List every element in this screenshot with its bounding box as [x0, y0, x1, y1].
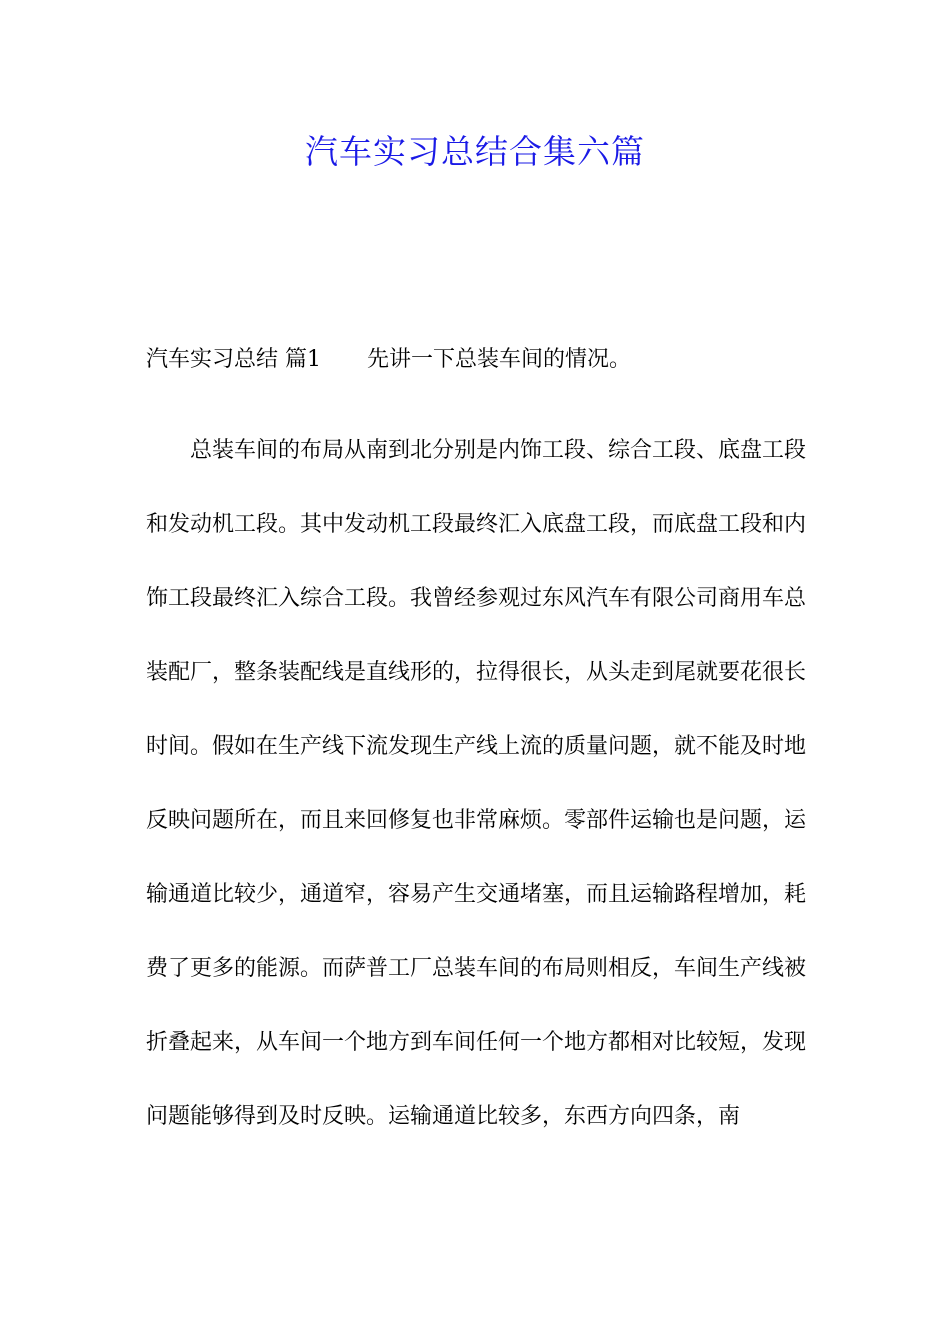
section-heading: 汽车实习总结 篇1: [146, 347, 321, 372]
document-title: 汽车实习总结合集六篇: [305, 132, 645, 171]
section-first-line: [146, 340, 806, 380]
body-paragraph: 总装车间的布局从南到北分别是内饰工段、综合工段、底盘工段和发动机工段。其中发动机工段最终汇入底盘工段，而底盘工段和内饰工段最终汇入综合工段。我曾经参观过东风汽车有限公司商用车总装配厂，整条装配线是直线形的，拉得很长，从头走到尾就要花很长时间。假如在生产线下流发现生产线上流的质量问题，就不能及时地反映问题所在，而且来回修复也非常麻烦。零部件运输也是问题，运输通道比较少，通道窄，容易产生交通堵塞，而且运输路程增加，耗费了更多的能源。而萨普工厂总装车间的布局则相反，车间生产线被折叠起来，从车间一个地方到车间任何一个地方都相对比较短，发现问题能够得到及时反映。运输通道比较多，东西方向四条，南: [146, 438, 807, 1129]
section-intro: 先讲一下总装车间的情况。: [367, 347, 632, 372]
